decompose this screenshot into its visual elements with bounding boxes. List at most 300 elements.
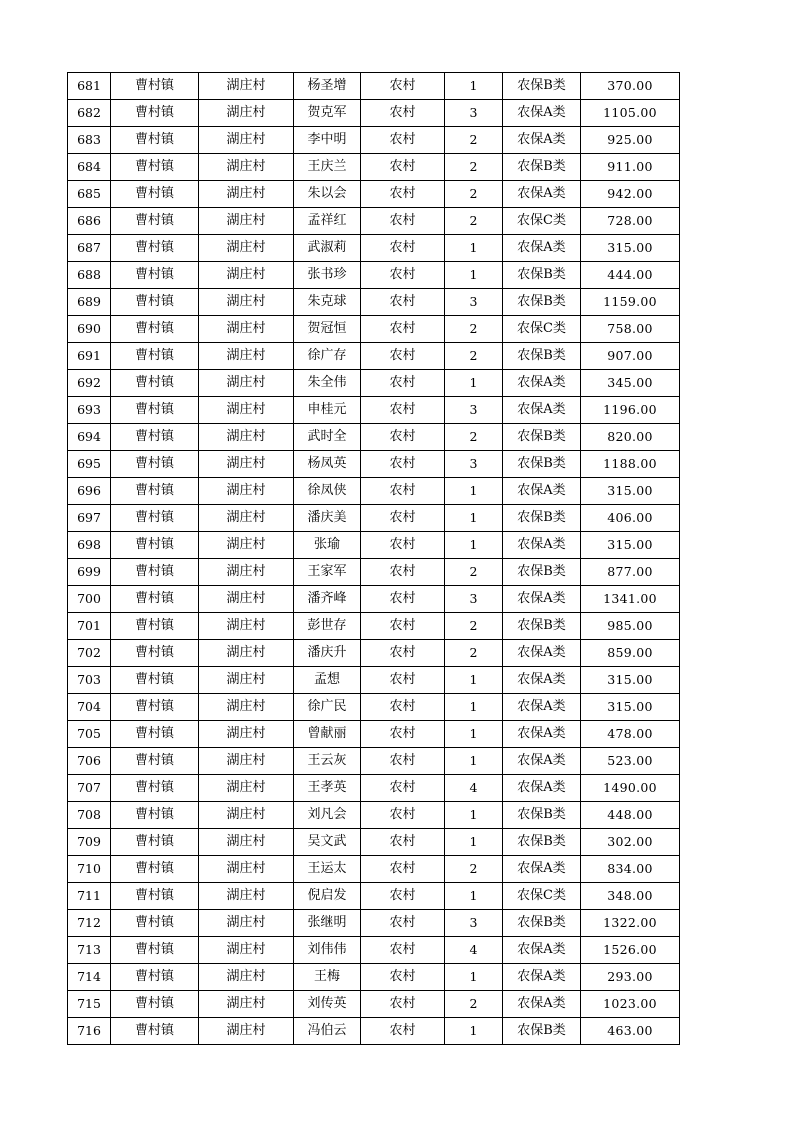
- cell-household-type: 农村: [361, 505, 445, 532]
- cell-name: 倪启发: [294, 883, 361, 910]
- cell-town: 曹村镇: [111, 883, 199, 910]
- cell-amount: 728.00: [581, 208, 680, 235]
- cell-household-type: 农村: [361, 397, 445, 424]
- cell-household-type: 农村: [361, 316, 445, 343]
- cell-amount: 345.00: [581, 370, 680, 397]
- cell-name: 王运太: [294, 856, 361, 883]
- cell-row-number: 703: [68, 667, 111, 694]
- cell-household-size: 1: [445, 667, 503, 694]
- cell-amount: 1188.00: [581, 451, 680, 478]
- cell-town: 曹村镇: [111, 73, 199, 100]
- cell-household-type: 农村: [361, 937, 445, 964]
- cell-town: 曹村镇: [111, 181, 199, 208]
- cell-household-size: 4: [445, 775, 503, 802]
- cell-household-type: 农村: [361, 370, 445, 397]
- cell-row-number: 713: [68, 937, 111, 964]
- table-row: [68, 721, 680, 748]
- cell-town: 曹村镇: [111, 694, 199, 721]
- cell-amount: 834.00: [581, 856, 680, 883]
- cell-household-size: 2: [445, 856, 503, 883]
- cell-insurance-category: 农保B类: [503, 910, 581, 937]
- cell-amount: 1490.00: [581, 775, 680, 802]
- cell-village: 湖庄村: [199, 748, 294, 775]
- cell-row-number: 695: [68, 451, 111, 478]
- table-row: [68, 451, 680, 478]
- cell-village: 湖庄村: [199, 424, 294, 451]
- table-row: [68, 937, 680, 964]
- table-row: [68, 262, 680, 289]
- cell-household-type: 农村: [361, 991, 445, 1018]
- cell-insurance-category: 农保A类: [503, 532, 581, 559]
- cell-amount: 315.00: [581, 667, 680, 694]
- cell-town: 曹村镇: [111, 964, 199, 991]
- cell-amount: 907.00: [581, 343, 680, 370]
- cell-row-number: 699: [68, 559, 111, 586]
- cell-insurance-category: 农保A类: [503, 856, 581, 883]
- cell-amount: 293.00: [581, 964, 680, 991]
- cell-village: 湖庄村: [199, 964, 294, 991]
- cell-name: 孟想: [294, 667, 361, 694]
- cell-town: 曹村镇: [111, 856, 199, 883]
- cell-insurance-category: 农保B类: [503, 802, 581, 829]
- cell-village: 湖庄村: [199, 532, 294, 559]
- cell-name: 张书珍: [294, 262, 361, 289]
- cell-name: 潘齐峰: [294, 586, 361, 613]
- table-row: [68, 613, 680, 640]
- cell-amount: 315.00: [581, 235, 680, 262]
- cell-town: 曹村镇: [111, 289, 199, 316]
- cell-village: 湖庄村: [199, 478, 294, 505]
- cell-name: 张继明: [294, 910, 361, 937]
- cell-village: 湖庄村: [199, 451, 294, 478]
- cell-village: 湖庄村: [199, 397, 294, 424]
- cell-household-type: 农村: [361, 910, 445, 937]
- cell-row-number: 704: [68, 694, 111, 721]
- cell-household-type: 农村: [361, 1018, 445, 1045]
- table-row: [68, 235, 680, 262]
- cell-household-size: 3: [445, 289, 503, 316]
- cell-name: 朱全伟: [294, 370, 361, 397]
- cell-town: 曹村镇: [111, 370, 199, 397]
- cell-town: 曹村镇: [111, 721, 199, 748]
- cell-insurance-category: 农保C类: [503, 208, 581, 235]
- cell-household-size: 1: [445, 532, 503, 559]
- cell-household-size: 1: [445, 964, 503, 991]
- cell-name: 孟祥红: [294, 208, 361, 235]
- cell-town: 曹村镇: [111, 235, 199, 262]
- table-row: [68, 910, 680, 937]
- cell-name: 朱以会: [294, 181, 361, 208]
- cell-amount: 1322.00: [581, 910, 680, 937]
- cell-town: 曹村镇: [111, 343, 199, 370]
- cell-row-number: 712: [68, 910, 111, 937]
- cell-household-type: 农村: [361, 289, 445, 316]
- cell-town: 曹村镇: [111, 451, 199, 478]
- cell-household-size: 1: [445, 235, 503, 262]
- table-row: [68, 154, 680, 181]
- cell-name: 潘庆美: [294, 505, 361, 532]
- cell-insurance-category: 农保B类: [503, 505, 581, 532]
- cell-village: 湖庄村: [199, 100, 294, 127]
- cell-household-type: 农村: [361, 802, 445, 829]
- cell-name: 王云灰: [294, 748, 361, 775]
- table-row: [68, 343, 680, 370]
- cell-row-number: 700: [68, 586, 111, 613]
- cell-village: 湖庄村: [199, 775, 294, 802]
- cell-amount: 1341.00: [581, 586, 680, 613]
- cell-town: 曹村镇: [111, 559, 199, 586]
- cell-village: 湖庄村: [199, 262, 294, 289]
- table-row: [68, 586, 680, 613]
- cell-household-type: 农村: [361, 613, 445, 640]
- cell-insurance-category: 农保B类: [503, 343, 581, 370]
- cell-town: 曹村镇: [111, 802, 199, 829]
- cell-household-size: 3: [445, 100, 503, 127]
- cell-insurance-category: 农保B类: [503, 73, 581, 100]
- table-row: [68, 127, 680, 154]
- cell-town: 曹村镇: [111, 613, 199, 640]
- cell-name: 王家军: [294, 559, 361, 586]
- cell-household-size: 2: [445, 640, 503, 667]
- cell-town: 曹村镇: [111, 424, 199, 451]
- table-row: [68, 559, 680, 586]
- table-row: [68, 667, 680, 694]
- cell-village: 湖庄村: [199, 1018, 294, 1045]
- cell-row-number: 709: [68, 829, 111, 856]
- cell-name: 吴文武: [294, 829, 361, 856]
- cell-town: 曹村镇: [111, 478, 199, 505]
- cell-amount: 444.00: [581, 262, 680, 289]
- cell-household-type: 农村: [361, 856, 445, 883]
- cell-name: 杨圣增: [294, 73, 361, 100]
- cell-village: 湖庄村: [199, 937, 294, 964]
- cell-amount: 859.00: [581, 640, 680, 667]
- cell-household-type: 农村: [361, 478, 445, 505]
- cell-amount: 911.00: [581, 154, 680, 181]
- cell-household-type: 农村: [361, 235, 445, 262]
- cell-name: 武淑莉: [294, 235, 361, 262]
- cell-town: 曹村镇: [111, 640, 199, 667]
- cell-insurance-category: 农保B类: [503, 559, 581, 586]
- cell-household-size: 1: [445, 73, 503, 100]
- table-row: [68, 640, 680, 667]
- cell-town: 曹村镇: [111, 748, 199, 775]
- cell-village: 湖庄村: [199, 613, 294, 640]
- cell-row-number: 681: [68, 73, 111, 100]
- cell-amount: 523.00: [581, 748, 680, 775]
- cell-household-size: 1: [445, 694, 503, 721]
- cell-name: 武时全: [294, 424, 361, 451]
- cell-town: 曹村镇: [111, 154, 199, 181]
- table-row: [68, 73, 680, 100]
- cell-name: 徐广民: [294, 694, 361, 721]
- cell-household-type: 农村: [361, 640, 445, 667]
- cell-amount: 315.00: [581, 532, 680, 559]
- cell-household-size: 3: [445, 910, 503, 937]
- cell-row-number: 696: [68, 478, 111, 505]
- table-row: [68, 289, 680, 316]
- cell-household-size: 2: [445, 181, 503, 208]
- cell-household-type: 农村: [361, 424, 445, 451]
- cell-household-size: 1: [445, 721, 503, 748]
- cell-insurance-category: 农保A类: [503, 478, 581, 505]
- cell-village: 湖庄村: [199, 991, 294, 1018]
- cell-amount: 820.00: [581, 424, 680, 451]
- cell-insurance-category: 农保A类: [503, 640, 581, 667]
- cell-name: 王庆兰: [294, 154, 361, 181]
- cell-amount: 758.00: [581, 316, 680, 343]
- cell-amount: 315.00: [581, 694, 680, 721]
- table-row: [68, 694, 680, 721]
- cell-household-size: 1: [445, 505, 503, 532]
- cell-amount: 406.00: [581, 505, 680, 532]
- cell-row-number: 683: [68, 127, 111, 154]
- cell-name: 申桂元: [294, 397, 361, 424]
- cell-name: 贺冠恒: [294, 316, 361, 343]
- cell-village: 湖庄村: [199, 154, 294, 181]
- cell-name: 刘凡会: [294, 802, 361, 829]
- table-row: [68, 424, 680, 451]
- cell-town: 曹村镇: [111, 1018, 199, 1045]
- cell-amount: 877.00: [581, 559, 680, 586]
- cell-town: 曹村镇: [111, 262, 199, 289]
- cell-village: 湖庄村: [199, 802, 294, 829]
- cell-insurance-category: 农保A类: [503, 370, 581, 397]
- cell-insurance-category: 农保C类: [503, 883, 581, 910]
- cell-household-size: 3: [445, 451, 503, 478]
- cell-household-size: 1: [445, 829, 503, 856]
- cell-amount: 1105.00: [581, 100, 680, 127]
- cell-insurance-category: 农保C类: [503, 316, 581, 343]
- table-row: [68, 1018, 680, 1045]
- cell-town: 曹村镇: [111, 775, 199, 802]
- cell-row-number: 710: [68, 856, 111, 883]
- cell-insurance-category: 农保B类: [503, 154, 581, 181]
- cell-insurance-category: 农保A类: [503, 235, 581, 262]
- cell-village: 湖庄村: [199, 181, 294, 208]
- cell-village: 湖庄村: [199, 856, 294, 883]
- cell-insurance-category: 农保B类: [503, 829, 581, 856]
- table-row: [68, 748, 680, 775]
- cell-insurance-category: 农保A类: [503, 991, 581, 1018]
- cell-village: 湖庄村: [199, 883, 294, 910]
- table-row: [68, 208, 680, 235]
- cell-household-size: 2: [445, 991, 503, 1018]
- cell-row-number: 693: [68, 397, 111, 424]
- table-row: [68, 370, 680, 397]
- cell-row-number: 684: [68, 154, 111, 181]
- cell-name: 徐凤侠: [294, 478, 361, 505]
- cell-insurance-category: 农保A类: [503, 586, 581, 613]
- cell-insurance-category: 农保A类: [503, 127, 581, 154]
- cell-household-type: 农村: [361, 586, 445, 613]
- cell-row-number: 698: [68, 532, 111, 559]
- cell-household-type: 农村: [361, 73, 445, 100]
- cell-village: 湖庄村: [199, 694, 294, 721]
- cell-insurance-category: 农保A类: [503, 397, 581, 424]
- cell-name: 彭世存: [294, 613, 361, 640]
- cell-row-number: 702: [68, 640, 111, 667]
- cell-household-size: 4: [445, 937, 503, 964]
- cell-town: 曹村镇: [111, 910, 199, 937]
- cell-insurance-category: 农保B类: [503, 613, 581, 640]
- cell-village: 湖庄村: [199, 208, 294, 235]
- table-row: [68, 181, 680, 208]
- cell-town: 曹村镇: [111, 586, 199, 613]
- cell-amount: 925.00: [581, 127, 680, 154]
- cell-insurance-category: 农保A类: [503, 964, 581, 991]
- cell-village: 湖庄村: [199, 829, 294, 856]
- cell-insurance-category: 农保B类: [503, 1018, 581, 1045]
- cell-row-number: 682: [68, 100, 111, 127]
- table-row: [68, 532, 680, 559]
- cell-village: 湖庄村: [199, 127, 294, 154]
- cell-row-number: 697: [68, 505, 111, 532]
- cell-row-number: 687: [68, 235, 111, 262]
- cell-town: 曹村镇: [111, 937, 199, 964]
- table-row: [68, 964, 680, 991]
- cell-household-size: 2: [445, 613, 503, 640]
- cell-town: 曹村镇: [111, 667, 199, 694]
- cell-row-number: 690: [68, 316, 111, 343]
- cell-town: 曹村镇: [111, 208, 199, 235]
- cell-amount: 448.00: [581, 802, 680, 829]
- table-row: [68, 397, 680, 424]
- cell-row-number: 694: [68, 424, 111, 451]
- cell-household-type: 农村: [361, 694, 445, 721]
- cell-household-type: 农村: [361, 100, 445, 127]
- cell-name: 刘伟伟: [294, 937, 361, 964]
- cell-row-number: 707: [68, 775, 111, 802]
- cell-household-type: 农村: [361, 721, 445, 748]
- cell-insurance-category: 农保A类: [503, 100, 581, 127]
- table-row: [68, 478, 680, 505]
- cell-insurance-category: 农保A类: [503, 181, 581, 208]
- cell-village: 湖庄村: [199, 910, 294, 937]
- cell-row-number: 711: [68, 883, 111, 910]
- cell-insurance-category: 农保A类: [503, 937, 581, 964]
- cell-row-number: 688: [68, 262, 111, 289]
- cell-insurance-category: 农保B类: [503, 262, 581, 289]
- cell-name: 杨凤英: [294, 451, 361, 478]
- cell-household-size: 2: [445, 154, 503, 181]
- cell-household-size: 2: [445, 559, 503, 586]
- cell-name: 李中明: [294, 127, 361, 154]
- cell-household-size: 1: [445, 262, 503, 289]
- cell-amount: 1023.00: [581, 991, 680, 1018]
- cell-household-type: 农村: [361, 451, 445, 478]
- cell-village: 湖庄村: [199, 505, 294, 532]
- cell-village: 湖庄村: [199, 235, 294, 262]
- cell-household-size: 2: [445, 424, 503, 451]
- cell-row-number: 716: [68, 1018, 111, 1045]
- cell-row-number: 685: [68, 181, 111, 208]
- cell-household-size: 1: [445, 802, 503, 829]
- cell-amount: 302.00: [581, 829, 680, 856]
- cell-household-size: 2: [445, 127, 503, 154]
- cell-name: 刘传英: [294, 991, 361, 1018]
- cell-insurance-category: 农保B类: [503, 424, 581, 451]
- cell-name: 贺克军: [294, 100, 361, 127]
- cell-row-number: 692: [68, 370, 111, 397]
- table-row: [68, 829, 680, 856]
- cell-insurance-category: 农保B类: [503, 289, 581, 316]
- cell-household-type: 农村: [361, 127, 445, 154]
- cell-household-type: 农村: [361, 883, 445, 910]
- records-body: [68, 73, 680, 1045]
- cell-amount: 942.00: [581, 181, 680, 208]
- cell-name: 王梅: [294, 964, 361, 991]
- cell-household-type: 农村: [361, 181, 445, 208]
- cell-household-type: 农村: [361, 343, 445, 370]
- table-row: [68, 775, 680, 802]
- cell-row-number: 708: [68, 802, 111, 829]
- cell-amount: 478.00: [581, 721, 680, 748]
- cell-household-size: 1: [445, 370, 503, 397]
- cell-village: 湖庄村: [199, 370, 294, 397]
- cell-household-type: 农村: [361, 829, 445, 856]
- cell-town: 曹村镇: [111, 505, 199, 532]
- cell-town: 曹村镇: [111, 127, 199, 154]
- cell-village: 湖庄村: [199, 316, 294, 343]
- cell-household-size: 2: [445, 316, 503, 343]
- cell-row-number: 706: [68, 748, 111, 775]
- cell-household-type: 农村: [361, 262, 445, 289]
- table-row: [68, 802, 680, 829]
- cell-town: 曹村镇: [111, 829, 199, 856]
- cell-name: 徐广存: [294, 343, 361, 370]
- cell-household-type: 农村: [361, 775, 445, 802]
- cell-village: 湖庄村: [199, 559, 294, 586]
- table-row: [68, 991, 680, 1018]
- cell-household-size: 1: [445, 883, 503, 910]
- cell-amount: 1159.00: [581, 289, 680, 316]
- cell-insurance-category: 农保A类: [503, 721, 581, 748]
- cell-household-size: 1: [445, 1018, 503, 1045]
- cell-household-size: 2: [445, 343, 503, 370]
- cell-row-number: 686: [68, 208, 111, 235]
- cell-town: 曹村镇: [111, 991, 199, 1018]
- table-row: [68, 505, 680, 532]
- cell-row-number: 705: [68, 721, 111, 748]
- cell-name: 曾献丽: [294, 721, 361, 748]
- cell-village: 湖庄村: [199, 721, 294, 748]
- cell-amount: 1526.00: [581, 937, 680, 964]
- cell-household-type: 农村: [361, 667, 445, 694]
- cell-amount: 985.00: [581, 613, 680, 640]
- cell-name: 潘庆升: [294, 640, 361, 667]
- cell-amount: 1196.00: [581, 397, 680, 424]
- cell-amount: 348.00: [581, 883, 680, 910]
- records-table: [67, 72, 680, 1045]
- cell-household-size: 1: [445, 748, 503, 775]
- cell-insurance-category: 农保A类: [503, 694, 581, 721]
- cell-household-type: 农村: [361, 208, 445, 235]
- cell-name: 冯伯云: [294, 1018, 361, 1045]
- cell-household-size: 3: [445, 586, 503, 613]
- cell-household-size: 3: [445, 397, 503, 424]
- table-row: [68, 856, 680, 883]
- table-row: [68, 316, 680, 343]
- cell-household-type: 农村: [361, 748, 445, 775]
- table-row: [68, 100, 680, 127]
- cell-household-type: 农村: [361, 154, 445, 181]
- table-row: [68, 883, 680, 910]
- cell-name: 王孝英: [294, 775, 361, 802]
- cell-insurance-category: 农保B类: [503, 451, 581, 478]
- cell-row-number: 689: [68, 289, 111, 316]
- cell-household-size: 1: [445, 478, 503, 505]
